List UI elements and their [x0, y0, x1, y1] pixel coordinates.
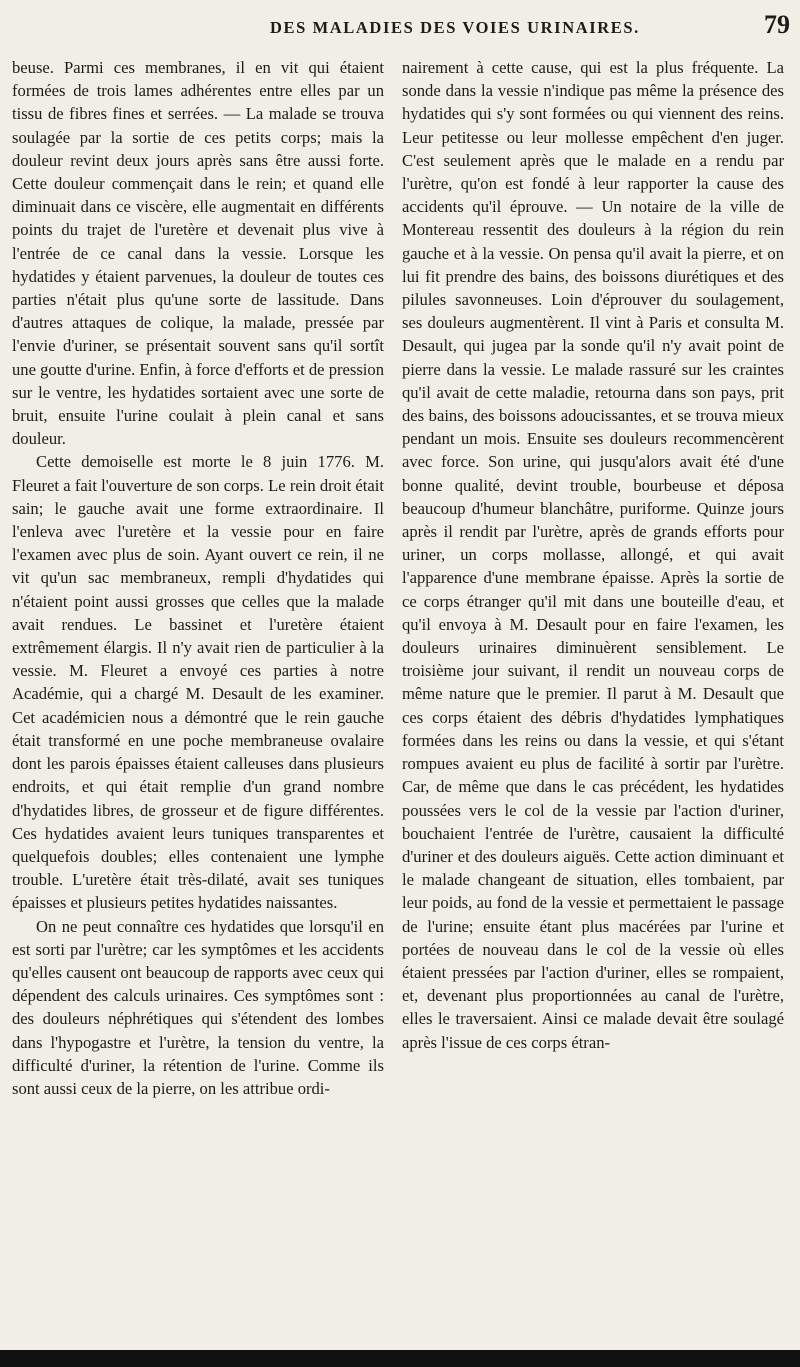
page-header: [270, 10, 790, 44]
paragraph: On ne peut connaître ces hydatides que lorsqu'il en est sorti par l'urètre; car les symptômes et les accidents qu'elles causent ont beaucoup de rapports avec ceux qui dépendent des calculs urinaires. Ces symptômes sont : des douleurs néphrétiques qui s'étendent des lombes dans l'hypogastre et l'urètre, la tension du ventre, la difficulté d'uriner, la rétention de l'urine. Comme ils sont aussi ceux de la pierre, on les attribue ordi-: [12, 916, 384, 1098]
page-number: 79: [764, 10, 790, 39]
paragraph: Cette demoiselle est morte le 8 juin 1776. M. Fleuret a fait l'ouverture de son corps. Le rein droit était sain; le gauche avait une forme extraordinaire. Il l'enleva avec l'uretère et la vessie pour en faire l'examen avec plus de soin. Ayant ouvert ce rein, il ne vit qu'un sac membraneux, rempli d'hydatides qui n'étaient point aussi grosses que celles que la malade avait rendues. Le bassinet et l'uretère étaient extrêmement élargis. Il n'y avait rien de particulier à la vessie. M. Fleuret a envoyé ces parties à notre Académie, qui a chargé M. Desault de les examiner. Cet académicien nous a démontré que le rein gauche était transformé en une poche membraneuse ovalaire dont les parois épaisses étaient calleuses dans plusieurs endroits, et qui était remplie d'un grand nombre d'hydatides libres, de grosseur et de figure différentes. Ces hydatides avaient leurs tuniques transparentes et quelquefois doubles; elles contenaient une lymphe trouble. L'uretère était très-dilaté, avait ses tuniques épaisses et plusieurs petites hydatides naissantes.: [12, 452, 384, 913]
paragraph: beuse. Parmi ces membranes, il en vit qui étaient formées de trois lames adhérentes entre elles par un tissu de fibres fines et serrées. — La malade se trouva soulagée par la sortie de ces petits corps; mais la douleur revint deux jours après sans être aussi forte. Cette douleur commençait dans le rein; et quand elle diminuait dans ce viscère, elle augmentait en différents points du trajet de l'uretère et devenait plus vive à l'entrée de ce canal dans la vessie. Lorsque les hydatides y étaient parvenues, la douleur de toutes ces parties n'était plus qu'une sorte de lassitude. Dans d'autres attaques de colique, la malade, pressée par l'envie d'uriner, se présentait souvent sans qu'il sortît une goutte d'urine. Enfin, à force d'efforts et de pression sur le ventre, les hydatides sortaient avec une sorte de bruit, ensuite l'urine coulait à plein canal et sans douleur.: [12, 58, 384, 449]
paragraph: nairement à cette cause, qui est la plus fréquente. La sonde dans la vessie n'indique pas même la présence des hydatides qui s'y sont formées ou qui viennent des reins. Leur petitesse ou leur mollesse empêchent d'en juger. C'est seulement après que le malade en a rendu par l'urètre, qu'on est fondé à leur rapporter la cause des accidents qu'il éprouve. — Un notaire de la ville de Montereau ressentit des douleurs à la région du rein gauche et à la vessie. On pensa qu'il avait la pierre, et on lui fit prendre des bains, des boissons diurétiques et des pilules savonneuses. Loin d'éprouver du soulagement, ses douleurs augmentèrent. Il vint à Paris et consulta M. Desault, qui jugea par la sonde qu'il n'y avait point de pierre dans la vessie. Le malade rassuré sur les craintes qu'il avait de cette maladie, retourna dans son pays, prit des bains, des boissons adoucissantes, et se trouva mieux pendant un mois. Ensuite ses douleurs recommencèrent avec force. Son urine, qui jusqu'alors avait été d'une bonne qualité, devint trouble, bourbeuse et déposa beaucoup d'humeur blanchâtre, puriforme. Quinze jours après il rendit par l'urètre, après de grands efforts pour uriner, un corps mollasse, allongé, et qui avait l'apparence d'une membrane épaisse. Après la sortie de ce corps étranger qu'il mit dans une bouteille d'eau, et qu'il envoya à M. Desault pour en faire l'examen, les douleurs urinaires diminuèrent sensiblement. Le troisième jour suivant, il rendit un nouveau corps de même nature que le premier. Il parut à M. Desault que ces corps étaient des débris d'hydatides lymphatiques formées dans les reins ou dans la vessie, et qui s'étant rompues avaient eu plus de facilité à sortir par l'urètre. Car, de même que dans le cas précédent, les hydatides poussées vers le col de la vessie par l'action d'uriner, bouchaient l'entrée de l'urètre, causaient la difficulté d'uriner et des douleurs aiguës. Cette action diminuant et le malade changeant de situation, elles tombaient, par leur poids, au fond de la vessie et permettaient le passage de l'urine; ensuite étant plus macérées par l'urine et portées de nouveau dans le col de la vessie où elles étaient pressées par l'action d'uriner, elles se rompaient, et, devenant plus proportionnées au canal de l'urètre, elles le traversaient. Ainsi ce malade devait être soulagé après l'issue de ces corps étran-: [402, 58, 784, 1052]
running-title: DES MALADIES DES VOIES URINAIRES.: [270, 18, 640, 37]
right-column: [402, 56, 784, 1054]
left-column: [12, 56, 384, 1100]
scan-edge-bar: [0, 1350, 800, 1367]
